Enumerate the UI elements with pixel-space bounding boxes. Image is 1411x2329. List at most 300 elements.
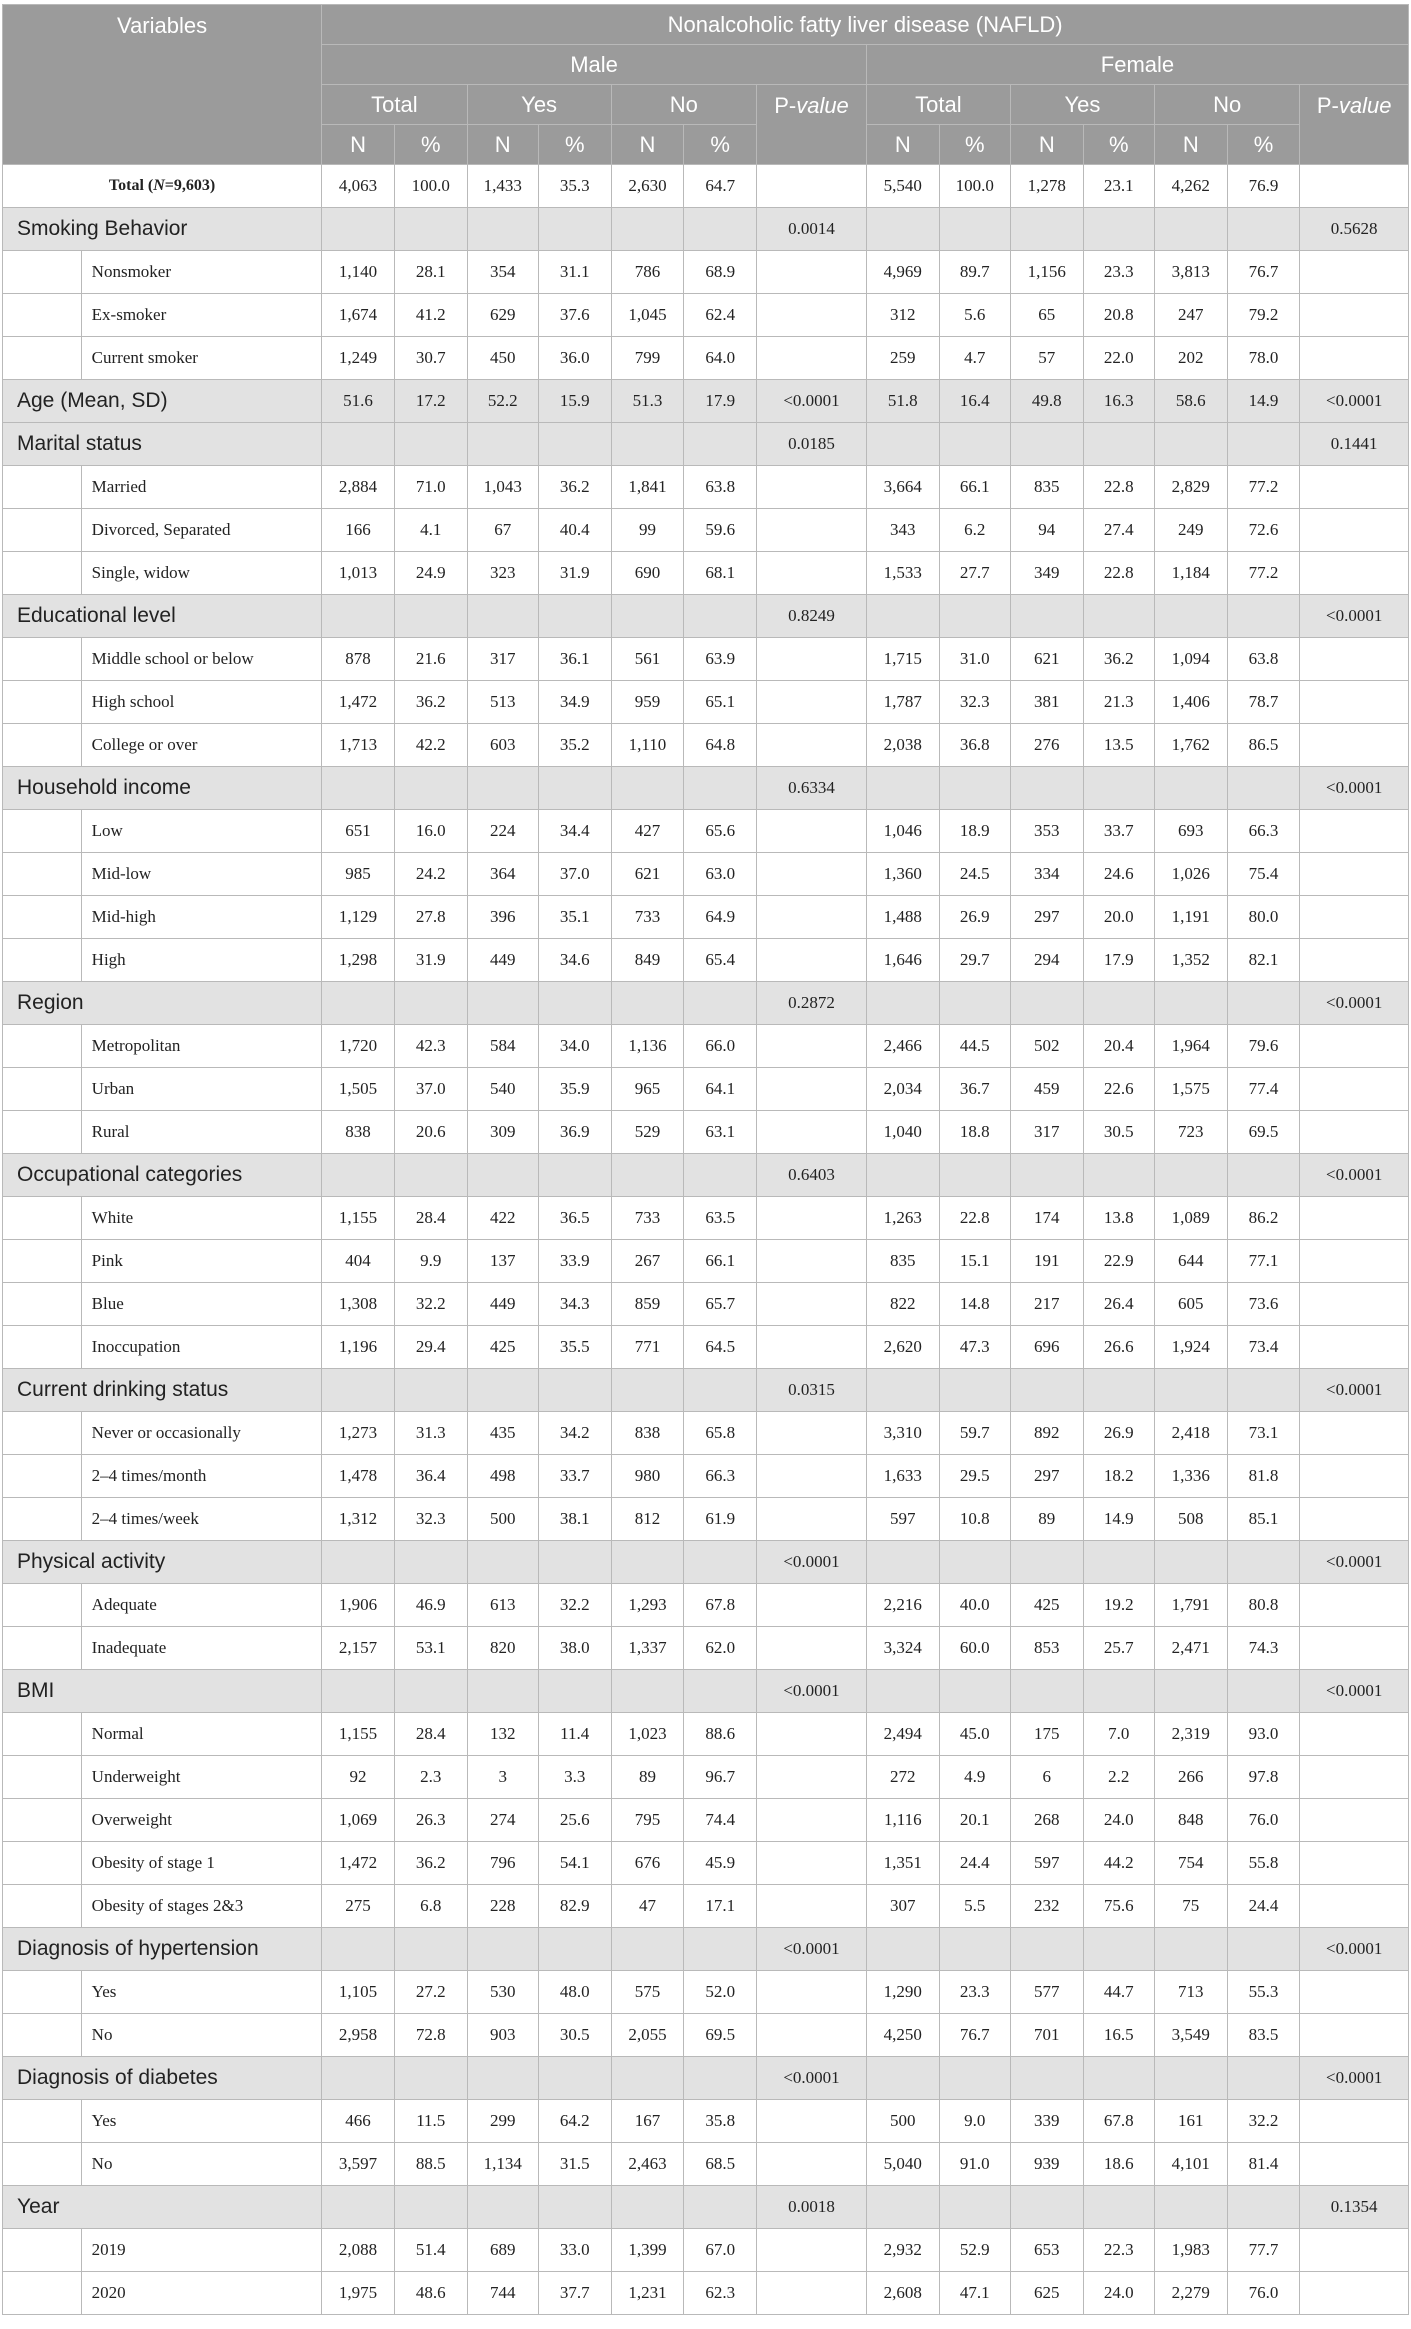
table-cell: 317 bbox=[1010, 1111, 1083, 1154]
table-cell: 1,533 bbox=[866, 552, 939, 595]
table-cell bbox=[322, 2057, 395, 2100]
p-value-cell bbox=[1300, 2014, 1409, 2057]
table-cell: 268 bbox=[1010, 1799, 1083, 1842]
table-cell bbox=[394, 1928, 467, 1971]
table-cell: 37.6 bbox=[538, 294, 611, 337]
table-cell: 449 bbox=[467, 939, 538, 982]
table-row bbox=[3, 638, 1409, 681]
p-value-cell bbox=[757, 1025, 867, 1068]
table-cell: 74.4 bbox=[684, 1799, 757, 1842]
table-cell bbox=[1083, 1541, 1154, 1584]
p-value-cell bbox=[757, 724, 867, 767]
total-label-suffix: =9,603) bbox=[164, 177, 216, 194]
total-label-n: N bbox=[153, 177, 165, 194]
row-label: 2–4 times/month bbox=[81, 1455, 321, 1498]
table-cell: 31.9 bbox=[394, 939, 467, 982]
table-cell: 27.2 bbox=[394, 1971, 467, 2014]
table-cell: 63.1 bbox=[684, 1111, 757, 1154]
table-cell: 34.3 bbox=[538, 1283, 611, 1326]
table-cell bbox=[394, 1670, 467, 1713]
table-cell: 24.5 bbox=[939, 853, 1010, 896]
table-cell: 835 bbox=[866, 1240, 939, 1283]
p-value-cell bbox=[1300, 337, 1409, 380]
table-cell: 96.7 bbox=[684, 1756, 757, 1799]
indent-cell bbox=[3, 1713, 82, 1756]
table-cell: 275 bbox=[322, 1885, 395, 1928]
table-cell: 78.0 bbox=[1227, 337, 1300, 380]
table-cell: 65.4 bbox=[684, 939, 757, 982]
table-cell: 36.0 bbox=[538, 337, 611, 380]
table-cell: 100.0 bbox=[939, 165, 1010, 208]
table-cell: 343 bbox=[866, 509, 939, 552]
section-label: Region bbox=[3, 982, 322, 1025]
row-label: Blue bbox=[81, 1283, 321, 1326]
table-cell: 77.2 bbox=[1227, 466, 1300, 509]
p-value-cell: <0.0001 bbox=[757, 2057, 867, 2100]
table-cell: 577 bbox=[1010, 1971, 1083, 2014]
table-cell bbox=[394, 1541, 467, 1584]
table-cell: 55.3 bbox=[1227, 1971, 1300, 2014]
table-cell bbox=[684, 1154, 757, 1197]
table-row bbox=[3, 1584, 1409, 1627]
table-cell: 11.5 bbox=[394, 2100, 467, 2143]
table-cell bbox=[538, 2057, 611, 2100]
table-cell bbox=[611, 208, 684, 251]
table-cell: 1,308 bbox=[322, 1283, 395, 1326]
table-cell: 37.0 bbox=[394, 1068, 467, 1111]
table-cell: 217 bbox=[1010, 1283, 1083, 1326]
table-cell: 621 bbox=[611, 853, 684, 896]
section-row bbox=[3, 1670, 1409, 1713]
table-cell bbox=[394, 423, 467, 466]
table-row bbox=[3, 337, 1409, 380]
male-total-header: Total bbox=[322, 85, 467, 125]
table-cell bbox=[611, 982, 684, 1025]
row-label: White bbox=[81, 1197, 321, 1240]
table-cell bbox=[866, 1369, 939, 1412]
indent-cell bbox=[3, 251, 82, 294]
p-value-cell: <0.0001 bbox=[757, 1670, 867, 1713]
table-cell: 32.3 bbox=[394, 1498, 467, 1541]
table-cell: 903 bbox=[467, 2014, 538, 2057]
indent-cell bbox=[3, 509, 82, 552]
table-cell: 2,463 bbox=[611, 2143, 684, 2186]
table-cell: 45.0 bbox=[939, 1713, 1010, 1756]
table-cell bbox=[866, 2186, 939, 2229]
section-row bbox=[3, 767, 1409, 810]
table-cell: 1,043 bbox=[467, 466, 538, 509]
p-value-cell: 0.6334 bbox=[757, 767, 867, 810]
table-cell: 2,494 bbox=[866, 1713, 939, 1756]
n-header: N bbox=[611, 125, 684, 165]
table-cell bbox=[757, 165, 867, 208]
table-cell: 35.3 bbox=[538, 165, 611, 208]
row-label: No bbox=[81, 2143, 321, 2186]
table-cell: 36.2 bbox=[538, 466, 611, 509]
p-value-cell bbox=[1300, 1455, 1409, 1498]
table-cell: 1,134 bbox=[467, 2143, 538, 2186]
table-cell: 51.3 bbox=[611, 380, 684, 423]
table-cell: 36.9 bbox=[538, 1111, 611, 1154]
indent-cell bbox=[3, 1197, 82, 1240]
table-cell: 317 bbox=[467, 638, 538, 681]
table-cell bbox=[684, 595, 757, 638]
table-cell: 20.8 bbox=[1083, 294, 1154, 337]
table-cell: 57 bbox=[1010, 337, 1083, 380]
table-cell: 5.6 bbox=[939, 294, 1010, 337]
table-row bbox=[3, 1197, 1409, 1240]
table-cell: 74.3 bbox=[1227, 1627, 1300, 1670]
table-cell: 38.0 bbox=[538, 1627, 611, 1670]
table-cell: 31.1 bbox=[538, 251, 611, 294]
table-cell bbox=[939, 982, 1010, 1025]
p-value-cell bbox=[757, 1455, 867, 1498]
table-cell: 459 bbox=[1010, 1068, 1083, 1111]
table-cell: 228 bbox=[467, 1885, 538, 1928]
table-cell: 3,597 bbox=[322, 2143, 395, 2186]
indent-cell bbox=[3, 1842, 82, 1885]
section-label: BMI bbox=[3, 1670, 322, 1713]
table-cell: 529 bbox=[611, 1111, 684, 1154]
table-cell: 26.9 bbox=[1083, 1412, 1154, 1455]
p-value-cell bbox=[1300, 2143, 1409, 2186]
table-cell: 89 bbox=[1010, 1498, 1083, 1541]
table-cell: 1,472 bbox=[322, 681, 395, 724]
table-cell: 77.2 bbox=[1227, 552, 1300, 595]
table-cell bbox=[611, 423, 684, 466]
table-cell: 22.9 bbox=[1083, 1240, 1154, 1283]
table-cell: 297 bbox=[1010, 1455, 1083, 1498]
pct-header: % bbox=[394, 125, 467, 165]
p-value-cell bbox=[757, 337, 867, 380]
table-cell: 35.1 bbox=[538, 896, 611, 939]
table-body bbox=[3, 165, 1409, 2315]
table-cell: 1,713 bbox=[322, 724, 395, 767]
table-cell: 15.9 bbox=[538, 380, 611, 423]
table-cell bbox=[1083, 2186, 1154, 2229]
table-cell: 31.9 bbox=[538, 552, 611, 595]
table-cell: 25.6 bbox=[538, 1799, 611, 1842]
p-value-cell bbox=[757, 638, 867, 681]
p-value-cell bbox=[757, 1885, 867, 1928]
table-cell bbox=[866, 2057, 939, 2100]
table-cell: 404 bbox=[322, 1240, 395, 1283]
table-cell: 2,319 bbox=[1154, 1713, 1227, 1756]
table-cell bbox=[939, 595, 1010, 638]
table-cell bbox=[866, 595, 939, 638]
table-cell: 2,038 bbox=[866, 724, 939, 767]
table-row bbox=[3, 1412, 1409, 1455]
table-cell bbox=[1010, 423, 1083, 466]
male-yes-header: Yes bbox=[467, 85, 611, 125]
table-cell: 859 bbox=[611, 1283, 684, 1326]
p-prefix: P- bbox=[774, 93, 797, 118]
table-cell: 68.9 bbox=[684, 251, 757, 294]
section-row bbox=[3, 380, 1409, 423]
table-cell: 13.5 bbox=[1083, 724, 1154, 767]
table-row bbox=[3, 1240, 1409, 1283]
indent-cell bbox=[3, 638, 82, 681]
table-cell: 3.3 bbox=[538, 1756, 611, 1799]
table-cell bbox=[322, 423, 395, 466]
table-cell: 174 bbox=[1010, 1197, 1083, 1240]
table-cell bbox=[322, 982, 395, 1025]
table-cell: 838 bbox=[322, 1111, 395, 1154]
p-value-cell bbox=[1300, 939, 1409, 982]
table-cell: 202 bbox=[1154, 337, 1227, 380]
table-cell: 466 bbox=[322, 2100, 395, 2143]
table-cell: 449 bbox=[467, 1283, 538, 1326]
table-cell bbox=[1154, 982, 1227, 1025]
p-value-cell bbox=[1300, 1971, 1409, 2014]
table-row bbox=[3, 896, 1409, 939]
table-cell bbox=[1010, 208, 1083, 251]
table-cell bbox=[538, 208, 611, 251]
row-label: Pink bbox=[81, 1240, 321, 1283]
table-cell bbox=[866, 208, 939, 251]
p-value-cell: 0.0315 bbox=[757, 1369, 867, 1412]
table-cell: 1,196 bbox=[322, 1326, 395, 1369]
table-cell bbox=[467, 982, 538, 1025]
row-label: Never or occasionally bbox=[81, 1412, 321, 1455]
table-cell bbox=[611, 1670, 684, 1713]
table-cell bbox=[939, 208, 1010, 251]
table-cell: 1,399 bbox=[611, 2229, 684, 2272]
table-cell: 24.6 bbox=[1083, 853, 1154, 896]
table-cell: 2,620 bbox=[866, 1326, 939, 1369]
table-cell: 2,829 bbox=[1154, 466, 1227, 509]
pct-header: % bbox=[1227, 125, 1300, 165]
indent-cell bbox=[3, 1799, 82, 1842]
indent-cell bbox=[3, 1498, 82, 1541]
table-cell: 51.4 bbox=[394, 2229, 467, 2272]
p-value-cell bbox=[757, 939, 867, 982]
table-row bbox=[3, 1498, 1409, 1541]
table-cell: 17.1 bbox=[684, 1885, 757, 1928]
table-cell: 51.6 bbox=[322, 380, 395, 423]
table-cell: 82.1 bbox=[1227, 939, 1300, 982]
table-cell bbox=[1227, 2057, 1300, 2100]
table-cell: 73.1 bbox=[1227, 1412, 1300, 1455]
table-cell: 425 bbox=[1010, 1584, 1083, 1627]
table-cell: 48.6 bbox=[394, 2272, 467, 2315]
table-cell: 540 bbox=[467, 1068, 538, 1111]
p-value-cell: <0.0001 bbox=[1300, 1369, 1409, 1412]
table-cell: 4,250 bbox=[866, 2014, 939, 2057]
table-cell bbox=[394, 595, 467, 638]
male-no-header: No bbox=[611, 85, 756, 125]
table-cell: 266 bbox=[1154, 1756, 1227, 1799]
indent-cell bbox=[3, 853, 82, 896]
section-row bbox=[3, 1541, 1409, 1584]
row-label: Mid-high bbox=[81, 896, 321, 939]
table-cell: 27.8 bbox=[394, 896, 467, 939]
table-cell: 22.8 bbox=[939, 1197, 1010, 1240]
table-cell: 77.7 bbox=[1227, 2229, 1300, 2272]
table-cell: 1,406 bbox=[1154, 681, 1227, 724]
table-cell: 166 bbox=[322, 509, 395, 552]
table-cell: 1,488 bbox=[866, 896, 939, 939]
table-cell: 81.4 bbox=[1227, 2143, 1300, 2186]
table-cell: 676 bbox=[611, 1842, 684, 1885]
p-value-cell bbox=[757, 2100, 867, 2143]
indent-cell bbox=[3, 294, 82, 337]
table-cell: 34.0 bbox=[538, 1025, 611, 1068]
table-cell: 2,630 bbox=[611, 165, 684, 208]
table-cell: 323 bbox=[467, 552, 538, 595]
table-cell bbox=[538, 423, 611, 466]
table-cell: 1,478 bbox=[322, 1455, 395, 1498]
table-cell: 44.2 bbox=[1083, 1842, 1154, 1885]
table-cell: 1,924 bbox=[1154, 1326, 1227, 1369]
table-cell: 78.7 bbox=[1227, 681, 1300, 724]
table-row bbox=[3, 2229, 1409, 2272]
table-cell: 848 bbox=[1154, 1799, 1227, 1842]
row-label: Married bbox=[81, 466, 321, 509]
p-value-cell bbox=[757, 1842, 867, 1885]
p-value-cell bbox=[757, 2229, 867, 2272]
table-row bbox=[3, 1455, 1409, 1498]
table-cell: 48.0 bbox=[538, 1971, 611, 2014]
section-label: Occupational categories bbox=[3, 1154, 322, 1197]
table-cell: 849 bbox=[611, 939, 684, 982]
p-value-cell bbox=[757, 2143, 867, 2186]
p-value-cell: 0.5628 bbox=[1300, 208, 1409, 251]
table-cell bbox=[939, 1670, 1010, 1713]
table-cell: 100.0 bbox=[394, 165, 467, 208]
table-cell: 52.0 bbox=[684, 1971, 757, 2014]
table-cell bbox=[538, 1369, 611, 1412]
table-cell: 427 bbox=[611, 810, 684, 853]
table-cell: 1,715 bbox=[866, 638, 939, 681]
section-label: Marital status bbox=[3, 423, 322, 466]
indent-cell bbox=[3, 810, 82, 853]
table-cell: 500 bbox=[467, 1498, 538, 1541]
table-cell bbox=[684, 2186, 757, 2229]
table-cell: 45.9 bbox=[684, 1842, 757, 1885]
table-cell: 2,958 bbox=[322, 2014, 395, 2057]
table-cell bbox=[538, 767, 611, 810]
p-value-cell bbox=[1300, 853, 1409, 896]
section-row bbox=[3, 1154, 1409, 1197]
table-cell: 77.4 bbox=[1227, 1068, 1300, 1111]
p-value-cell bbox=[757, 1326, 867, 1369]
table-cell: 575 bbox=[611, 1971, 684, 2014]
n-header: N bbox=[866, 125, 939, 165]
table-cell: 23.1 bbox=[1083, 165, 1154, 208]
p-value-cell bbox=[1300, 1240, 1409, 1283]
table-cell: 274 bbox=[467, 1799, 538, 1842]
table-cell bbox=[684, 982, 757, 1025]
table-cell bbox=[1154, 1670, 1227, 1713]
table-cell bbox=[1227, 1670, 1300, 1713]
table-cell bbox=[611, 767, 684, 810]
table-cell: 939 bbox=[1010, 2143, 1083, 2186]
table-cell: 59.6 bbox=[684, 509, 757, 552]
p-value-cell bbox=[757, 810, 867, 853]
table-cell bbox=[1010, 1541, 1083, 1584]
table-cell: 33.0 bbox=[538, 2229, 611, 2272]
table-cell: 14.9 bbox=[1227, 380, 1300, 423]
female-header: Female bbox=[866, 45, 1408, 85]
table-cell: 1,720 bbox=[322, 1025, 395, 1068]
table-cell bbox=[322, 208, 395, 251]
table-cell bbox=[1227, 208, 1300, 251]
table-cell: 79.2 bbox=[1227, 294, 1300, 337]
section-row bbox=[3, 208, 1409, 251]
table-cell bbox=[322, 595, 395, 638]
table-cell: 1,791 bbox=[1154, 1584, 1227, 1627]
indent-cell bbox=[3, 1885, 82, 1928]
p-value-cell: 0.1441 bbox=[1300, 423, 1409, 466]
p-value-cell bbox=[757, 1111, 867, 1154]
p-value-cell: <0.0001 bbox=[1300, 1928, 1409, 1971]
table-cell: 26.4 bbox=[1083, 1283, 1154, 1326]
table-cell bbox=[538, 595, 611, 638]
table-cell bbox=[939, 423, 1010, 466]
table-cell: 34.4 bbox=[538, 810, 611, 853]
table-cell: 72.8 bbox=[394, 2014, 467, 2057]
p-value-cell bbox=[1300, 1885, 1409, 1928]
table-cell bbox=[1083, 982, 1154, 1025]
table-cell bbox=[866, 982, 939, 1025]
table-cell: 35.5 bbox=[538, 1326, 611, 1369]
table-cell: 42.2 bbox=[394, 724, 467, 767]
p-value-cell bbox=[757, 509, 867, 552]
table-cell bbox=[467, 423, 538, 466]
table-cell: 1,505 bbox=[322, 1068, 395, 1111]
row-label: Yes bbox=[81, 1971, 321, 2014]
table-cell: 26.9 bbox=[939, 896, 1010, 939]
table-cell: 32.3 bbox=[939, 681, 1010, 724]
table-cell bbox=[394, 208, 467, 251]
table-cell: 51.8 bbox=[866, 380, 939, 423]
table-cell: 6.8 bbox=[394, 1885, 467, 1928]
p-value-cell: <0.0001 bbox=[757, 1541, 867, 1584]
table-cell: 1,110 bbox=[611, 724, 684, 767]
table-cell bbox=[939, 1541, 1010, 1584]
total-label-prefix: Total ( bbox=[108, 177, 154, 194]
table-cell: 1,964 bbox=[1154, 1025, 1227, 1068]
row-label: Rural bbox=[81, 1111, 321, 1154]
table-cell: 629 bbox=[467, 294, 538, 337]
table-cell bbox=[1010, 2057, 1083, 2100]
table-cell: 1,026 bbox=[1154, 853, 1227, 896]
table-cell: 81.8 bbox=[1227, 1455, 1300, 1498]
table-cell: 689 bbox=[467, 2229, 538, 2272]
table-cell: 63.9 bbox=[684, 638, 757, 681]
n-header: N bbox=[1010, 125, 1083, 165]
table-cell bbox=[1083, 423, 1154, 466]
table-cell: 2,279 bbox=[1154, 2272, 1227, 2315]
table-cell: 613 bbox=[467, 1584, 538, 1627]
table-cell: 1,433 bbox=[467, 165, 538, 208]
table-cell: 603 bbox=[467, 724, 538, 767]
table-cell bbox=[611, 595, 684, 638]
p-value-cell: <0.0001 bbox=[1300, 1154, 1409, 1197]
indent-cell bbox=[3, 1455, 82, 1498]
p-value-cell bbox=[757, 1068, 867, 1111]
table-row bbox=[3, 2143, 1409, 2186]
table-cell: 63.8 bbox=[684, 466, 757, 509]
table-cell: 422 bbox=[467, 1197, 538, 1240]
table-cell: 76.0 bbox=[1227, 1799, 1300, 1842]
indent-cell bbox=[3, 2229, 82, 2272]
table-cell: 68.1 bbox=[684, 552, 757, 595]
table-cell: 644 bbox=[1154, 1240, 1227, 1283]
row-label: 2020 bbox=[81, 2272, 321, 2315]
table-row bbox=[3, 251, 1409, 294]
